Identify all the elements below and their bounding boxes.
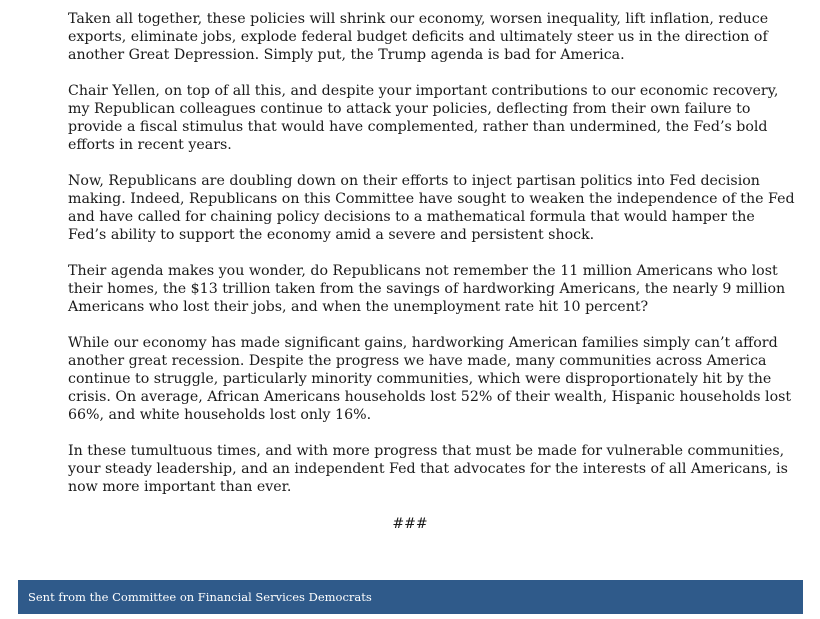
paragraph-republican-agenda: Their agenda makes you wonder, do Republicans not remember the 11 million Americans who lost their homes, the $13 trillion taken from the savings of hardworking Americans, the nearly 9 million Americans who lost their jobs, and when the unemployment rate hit 10 percent? (68, 263, 786, 315)
paragraph-chair-yellen: Chair Yellen, on top of all this, and despite your important contributions to our economic recovery, my Republican colleagues continue to attack your policies, deflecting from their own failure to provide a fiscal stimulus that would have complemented, rather than undermined, the Fed’s bold efforts in recent years. (68, 83, 779, 153)
paragraph-tumultuous-times: In these tumultuous times, and with more progress that must be made for vulnerable communities, your steady leadership, and an independent Fed that advocates for the interests of all Americans, is now more important than ever. (68, 443, 788, 495)
footer-sender-text: Sent from the Committee on Financial Services Democrats (28, 590, 372, 604)
paragraph-policies-summary: Taken all together, these policies will shrink our economy, worsen inequality, lift inflation, reduce exports, eliminate jobs, explode federal budget deficits and ultimately steer us in the direction of another Great Depression. Simply put, the Trump agenda is bad for America. (68, 11, 769, 63)
paragraph-economy-gains: While our economy has made significant gains, hardworking American families simply can’t afford another great recession. Despite the progress we have made, many communities across America continue to struggle, particularly minority communities, which were disproportionately hit by the crisis. On average, African Americans households lost 52% of their wealth, Hispanic households lost 66%, and white households lost only 16%. (68, 335, 792, 423)
end-of-release-marker: ### (392, 516, 428, 532)
paragraph-partisan-politics: Now, Republicans are doubling down on their efforts to inject partisan politics into Fed decision making. Indeed, Republicans on this Committee have sought to weaken the independence of the Fed and have called for chaining policy decisions to a mathematical formula that would hamper the Fed’s ability to support the economy amid a severe and persistent shock. (68, 173, 795, 243)
press-release-body (68, 10, 796, 514)
email-footer-bar (18, 580, 803, 614)
